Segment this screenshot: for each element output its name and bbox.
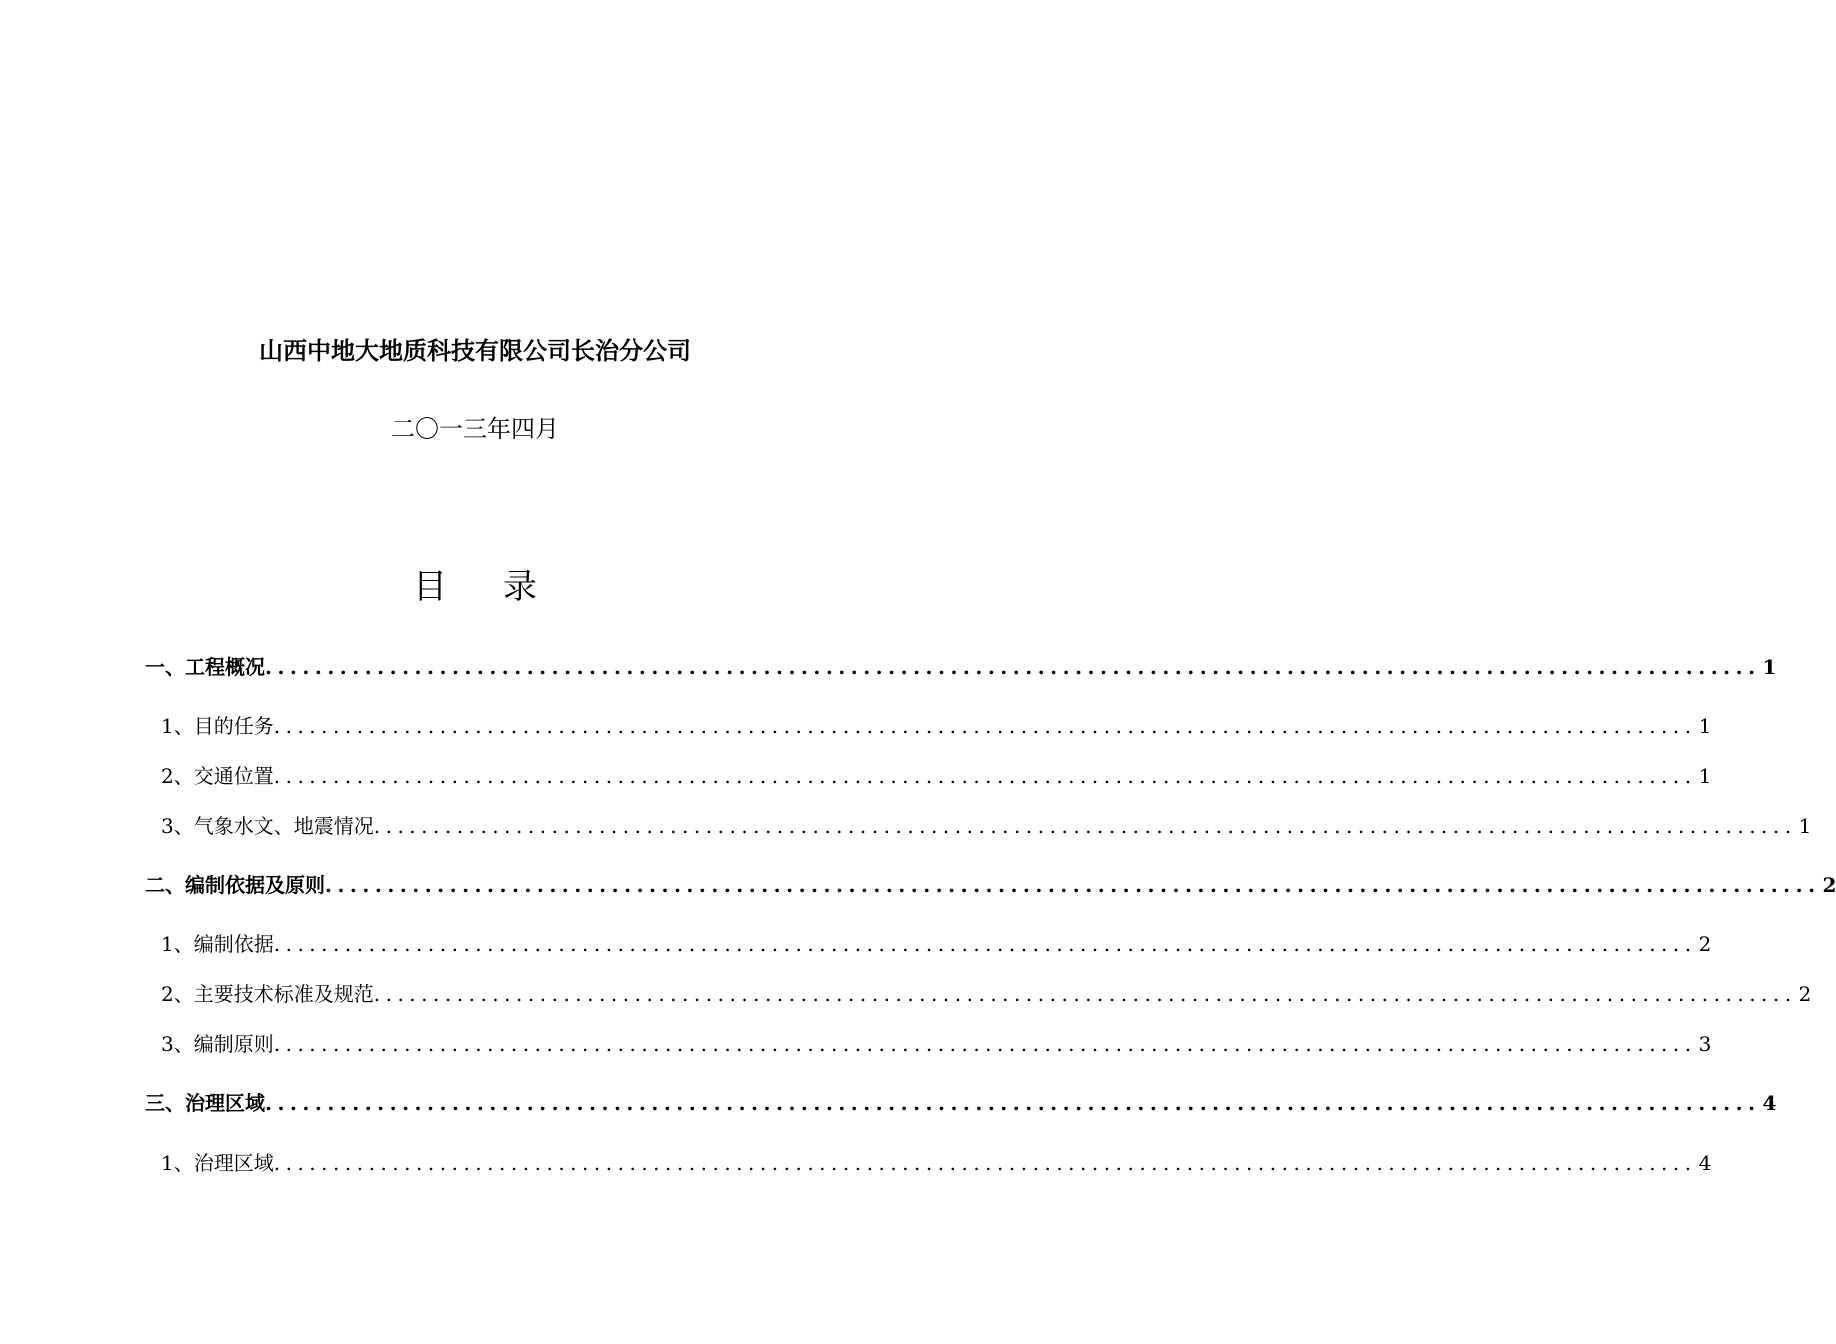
toc-entry-page: 1 [1798,814,1812,838]
toc-entry-label: 2、交通位置 [161,764,274,788]
toc-entry-label: 1、目的任务 [161,714,274,738]
toc-entry-label: 3、气象水文、地震情况 [161,814,374,838]
toc-entry-label: 2、主要技术标准及规范 [161,982,374,1006]
toc-dot-leader: ........................................................................................................................ [325,873,1821,897]
toc-entry[interactable] [145,652,1777,682]
toc-dot-leader: ........................................................................................................................ [373,814,1797,838]
toc-entry[interactable] [145,870,1836,900]
toc-entry-page: 2 [1822,873,1836,897]
document-date: 二〇一三年四月 [391,415,559,443]
toc-entry[interactable] [145,711,1712,741]
toc-dot-leader: ........................................................................................................................ [273,932,1697,956]
toc-entry[interactable] [145,1148,1712,1178]
toc-dot-leader: ........................................................................................................................ [265,655,1761,679]
toc-title: 目录 [413,567,593,607]
company-name: 山西中地大地质科技有限公司长治分公司 [259,337,691,365]
toc-dot-leader: ........................................................................................................................ [273,764,1697,788]
toc-entry[interactable] [145,811,1812,841]
toc-entry-label: 3、编制原则 [161,1032,274,1056]
toc-entry[interactable] [145,929,1712,959]
toc-entry[interactable] [145,1088,1777,1118]
toc-entry-page: 4 [1698,1151,1712,1175]
toc-dot-leader: ........................................................................................................................ [273,1032,1697,1056]
toc-entry-page: 3 [1698,1032,1712,1056]
toc-dot-leader: ........................................................................................................................ [273,714,1697,738]
toc-entry[interactable] [145,979,1812,1009]
toc-entry-label: 1、编制依据 [161,932,274,956]
toc-entry[interactable] [145,1029,1712,1059]
toc-dot-leader: ........................................................................................................................ [265,1091,1761,1115]
toc-entry-page: 1 [1698,714,1712,738]
toc-entry-page: 1 [1762,655,1777,679]
toc-dot-leader: ........................................................................................................................ [373,982,1797,1006]
toc-entry-page: 2 [1798,982,1812,1006]
toc-entry-page: 1 [1698,764,1712,788]
toc-entry-page: 4 [1762,1091,1777,1115]
toc-entry-label: 1、治理区域 [161,1151,274,1175]
toc-entry-label: 二、编制依据及原则 [145,873,325,897]
toc-entry-label: 三、治理区域 [145,1091,265,1115]
toc-entry[interactable] [145,761,1712,791]
toc-dot-leader: ........................................................................................................................ [273,1151,1697,1175]
toc-entry-label: 一、工程概况 [145,655,265,679]
toc-entry-page: 2 [1698,932,1712,956]
